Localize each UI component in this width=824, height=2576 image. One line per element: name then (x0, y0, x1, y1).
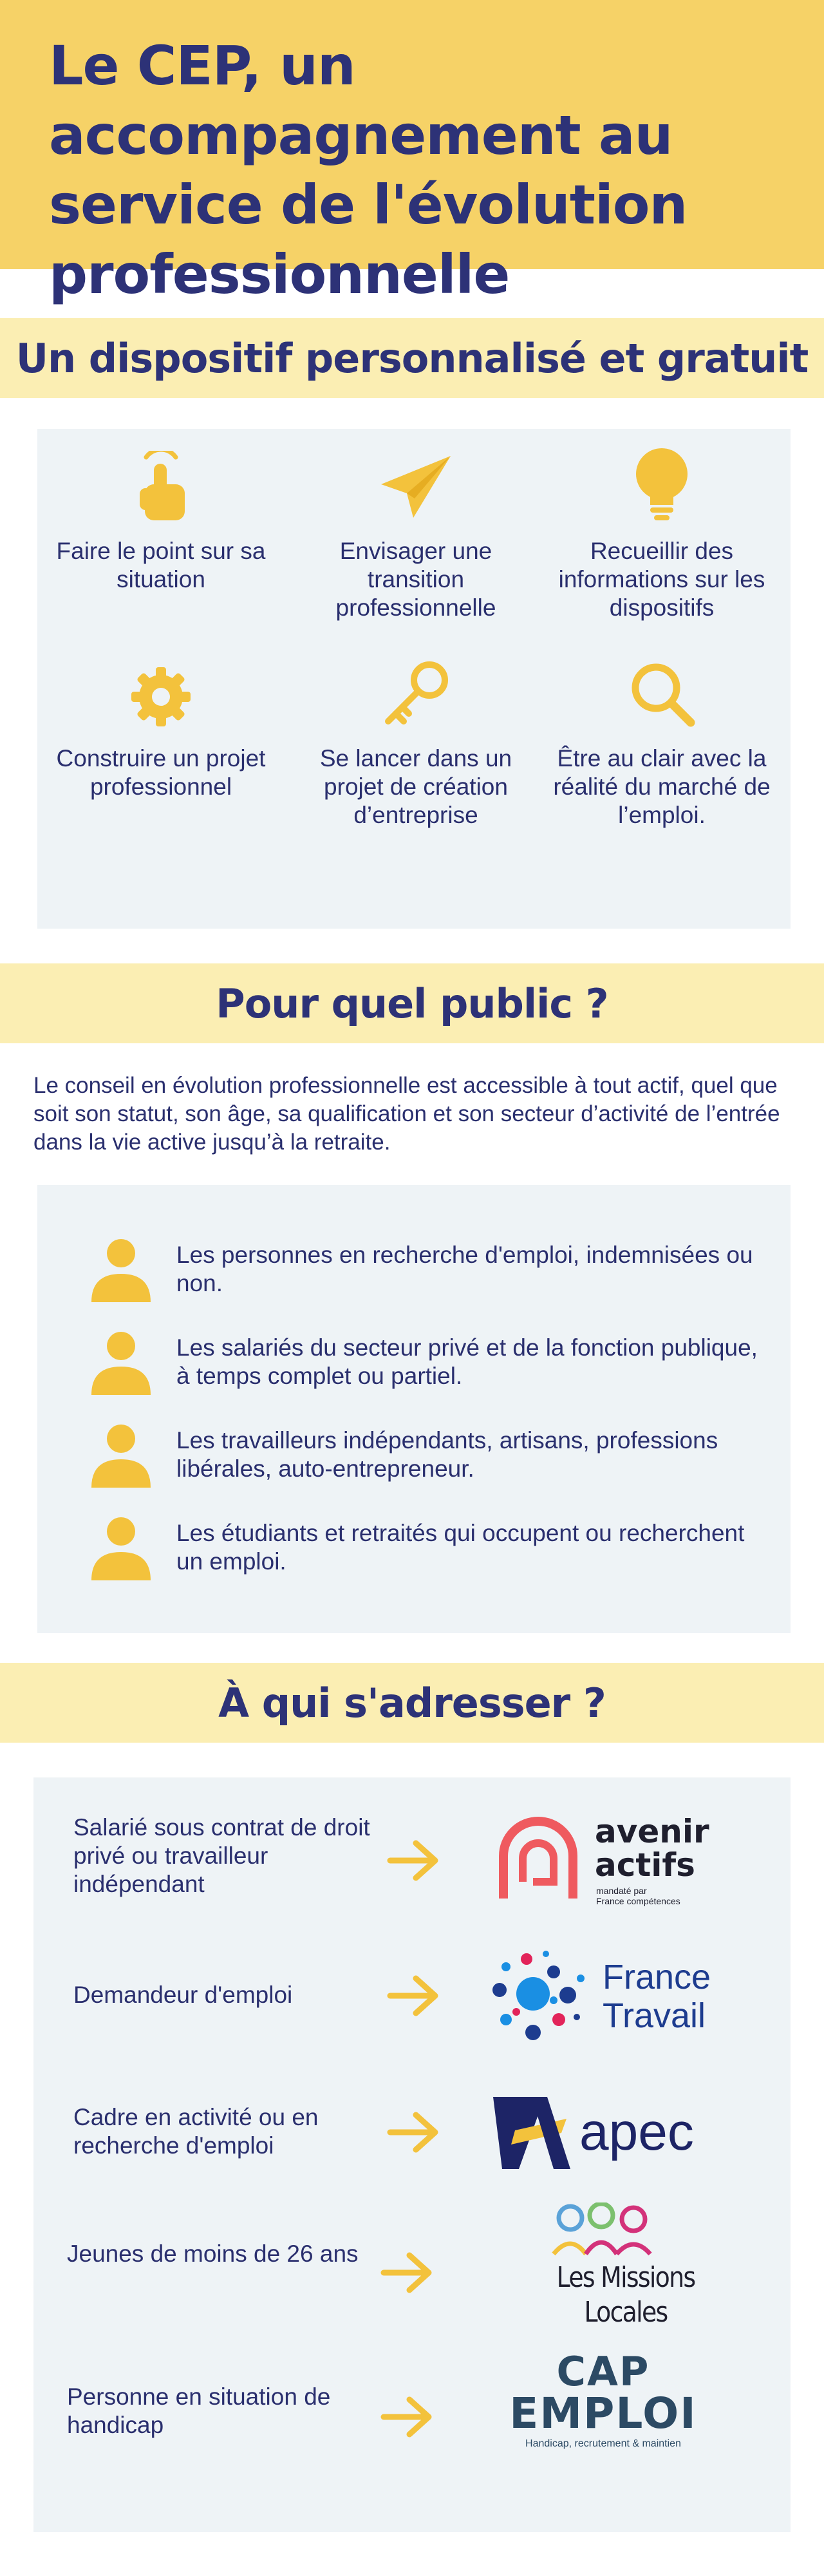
key-icon (306, 645, 525, 729)
france-travail-symbol-icon (487, 1945, 590, 2048)
missions-locales-wordmark: Les Missions Locales (556, 2261, 695, 2329)
contact-row-label: Salarié sous contrat de droit privé ou travailleur indépendant (73, 1814, 370, 1897)
section-heading-band (0, 1663, 824, 1743)
france-travail-line1: France (603, 1958, 711, 1996)
public-item-text: Les personnes en recherche d'emploi, indemnisées ou non. (176, 1242, 753, 1296)
person-icon (89, 1512, 153, 1583)
france-travail-line2: Travail (603, 1996, 706, 2035)
gear-icon (52, 645, 270, 729)
feature-item (52, 438, 270, 594)
public-intro-text: Le conseil en évolution professionnelle est accessible à tout actif, quel que soit son statut, son âge, sa qualification et son secteur d’activité de l’entrée dans la vie active jusqu’à la retraite. (33, 1073, 780, 1155)
public-item-text: Les étudiants et retraités qui occupent ou recherchent un emploi. (176, 1520, 745, 1575)
person-icon (89, 1327, 153, 1397)
contact-row-label: Demandeur d'emploi (73, 1982, 293, 2008)
cap-emploi-logo (497, 2348, 754, 2449)
avenir-actifs-sub1: mandaté par (596, 1886, 647, 1896)
contact-row-label: Cadre en activité ou en recherche d'emploi (73, 2104, 319, 2159)
contact-row-label: Personne en situation de handicap (67, 2383, 331, 2438)
magnifier-icon (552, 645, 771, 729)
missions-locales-people-icon (548, 2202, 658, 2257)
list-item (89, 1327, 771, 1397)
feature-item (552, 438, 771, 622)
feature-item (552, 645, 771, 829)
list-item (89, 1234, 771, 1305)
section-heading-band (0, 318, 824, 398)
cap-emploi-line1: CAP (556, 2348, 650, 2395)
paper-plane-icon (306, 438, 525, 522)
section-title-contacts: À qui s'adresser ? (218, 1679, 606, 1727)
lightbulb-icon (552, 438, 771, 522)
arrow-right-icon (380, 2250, 434, 2295)
feature-item (306, 438, 525, 622)
feature-label: Recueillir des informations sur les dispositifs (558, 538, 765, 621)
feature-label: Construire un projet professionnel (56, 745, 266, 800)
arrow-right-icon (380, 2394, 434, 2439)
public-item-text: Les salariés du secteur privé et de la fonction publique, à temps complet ou partiel. (176, 1334, 758, 1389)
section-heading-band (0, 963, 824, 1043)
apec-symbol-icon (489, 2093, 573, 2173)
person-icon (89, 1419, 153, 1490)
avenir-actifs-sub2: France compétences (596, 1896, 680, 1906)
list-item (89, 1419, 771, 1490)
feature-item (52, 645, 270, 801)
cap-emploi-line2: EMPLOI (509, 2389, 697, 2438)
page-title: Le CEP, un accompagnement au service de l'évolution professionnelle (49, 34, 688, 306)
avenir-actifs-line2: actifs (595, 1846, 695, 1884)
feature-label: Envisager une transition professionnelle (335, 538, 496, 621)
section-title-dispositif: Un dispositif personnalisé et gratuit (15, 334, 809, 382)
apec-wordmark: apec (579, 2103, 694, 2161)
section-title-public: Pour quel public ? (216, 980, 608, 1027)
arrow-right-icon (386, 2110, 440, 2155)
feature-label: Faire le point sur sa situation (56, 538, 266, 592)
person-icon (89, 1234, 153, 1305)
cap-emploi-tagline: Handicap, recrutement & maintien (525, 2438, 681, 2449)
feature-item (306, 645, 525, 829)
avenir-actifs-logo (494, 1811, 752, 1908)
hero-banner (0, 0, 824, 306)
public-item-text: Les travailleurs indépendants, artisans, professions libérales, auto-entrepreneur. (176, 1427, 718, 1482)
avenir-actifs-symbol-icon (494, 1814, 582, 1904)
france-travail-logo (487, 1945, 744, 2041)
feature-label: Se lancer dans un projet de création d’entreprise (319, 745, 512, 828)
list-item (89, 1512, 771, 1583)
apec-logo (489, 2089, 747, 2186)
contact-row-label: Jeunes de moins de 26 ans (67, 2240, 359, 2267)
arrow-right-icon (386, 1973, 440, 2018)
arrow-right-icon (386, 1838, 440, 1883)
missions-locales-logo (497, 2202, 754, 2329)
pointer-hand-icon (52, 438, 270, 522)
feature-label: Être au clair avec la réalité du marché de l’emploi. (553, 745, 771, 828)
avenir-actifs-line1: avenir (595, 1813, 709, 1850)
